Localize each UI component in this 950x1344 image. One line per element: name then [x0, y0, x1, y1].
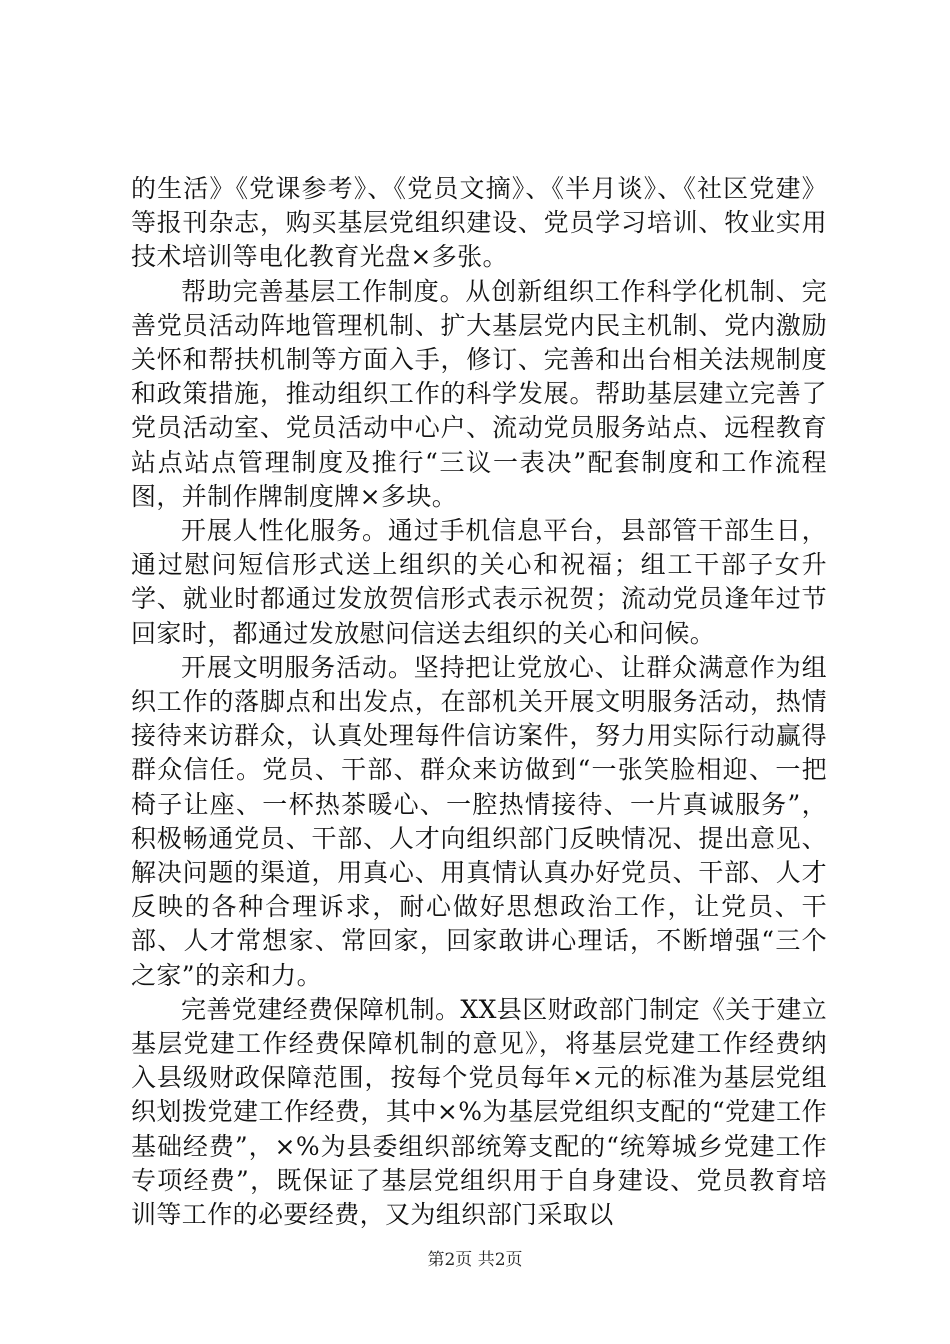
- document-body: [131, 172, 827, 1232]
- paragraph-continued-periodicals: 的生活》《党课参考》、《党员文摘》、《半月谈》、《社区党建》等报刊杂志，购买基层党组织建设、党员学习培训、牧业实用技术培训等电化教育光盘×多张。: [131, 174, 827, 272]
- paragraph-humanized-service: 开展人性化服务。通过手机信息平台，县部管干部生日，通过慰问短信形式送上组织的关心和祝福；组工干部子女升学、就业时都通过发放贺信形式表示祝贺；流动党员逢年过节回家时，都通过发放慰问信送去组织的关心和问候。: [131, 516, 827, 648]
- paragraph-work-system: 帮助完善基层工作制度。从创新组织工作科学化机制、完善党员活动阵地管理机制、扩大基层党内民主机制、党内激励关怀和帮扶机制等方面入手，修订、完善和出台相关法规制度和政策措施，推动组织工作的科学发展。帮助基层建立完善了党员活动室、党员活动中心户、流动党员服务站点、远程教育站点站点管理制度及推行“三议一表决”配套制度和工作流程图，并制作牌制度牌×多块。: [131, 276, 827, 511]
- paragraph-funding-mechanism: 完善党建经费保障机制。XX县区财政部门制定《关于建立基层党建工作经费保障机制的意见》，将基层党建工作经费纳入县级财政保障范围，按每个党员每年×元的标准为基层党组织划拨党建工作经费，其中×%为基层党组织支配的“党建工作基础经费”，×%为县委组织部统筹支配的“统筹城乡党建工作专项经费”，既保证了基层党组织用于自身建设、党员教育培训等工作的必要经费，又为组织部门采取以: [131, 994, 827, 1230]
- page-number-footer: 第2页 共2页: [427, 1250, 523, 1270]
- paragraph-civilized-service: 开展文明服务活动。坚持把让党放心、让群众满意作为组织工作的落脚点和出发点，在部机关开展文明服务活动，热情接待来访群众，认真处理每件信访案件，努力用实际行动赢得群众信任。党员、干部、群众来访做到“一张笑脸相迎、一把椅子让座、一杯热茶暖心、一腔热情接待、一片真诚服务”，积极畅通党员、干部、人才向组织部门反映情况、提出意见、解决问题的渠道，用真心、用真情认真办好党员、干部、人才反映的各种合理诉求，耐心做好思想政治工作，让党员、干部、人才常想家、常回家，回家敢讲心理话，不断增强“三个之家”的亲和力。: [131, 652, 827, 990]
